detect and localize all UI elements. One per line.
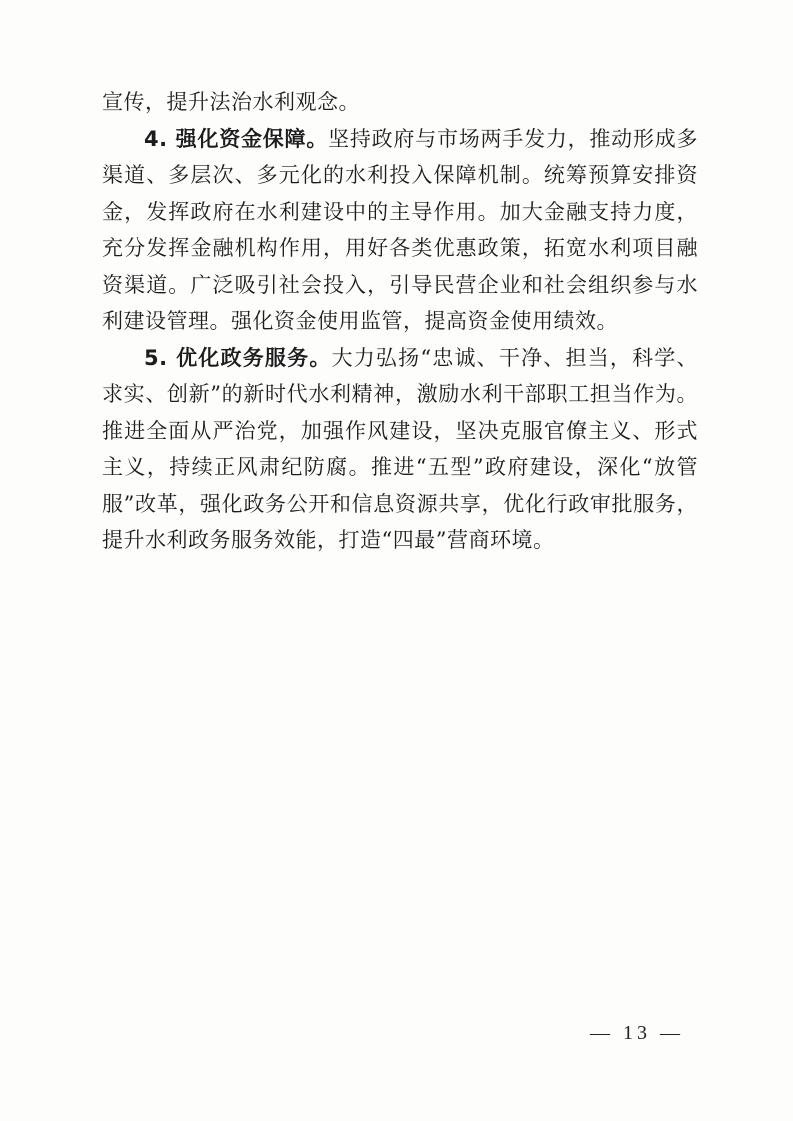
paragraph-continuation [102,84,698,121]
paragraph-text: 大力弘扬“忠诚、干净、担当，科学、求实、创新”的新时代水利精神，激励水利干部职工担当作为。推进全面从严治党，加强作风建设，坚决克服官僚主义、形式主义，持续正风肃纪防腐。推进“五型”政府建设，深化“放管服”改革，强化政务公开和信息资源共享，优化行政审批服务，提升水利政务服务效能，打造“四最”营商环境。 [102,345,699,552]
section-heading-funding: 4. 强化资金保障。 [144,126,329,151]
paragraph-text: 坚持政府与市场两手发力，推动形成多渠道、多层次、多元化的水利投入保障机制。统筹预算安排资金，发挥政府在水利建设中的主导作用。加大金融支持力度，充分发挥金融机构作用，用好各类优惠政策，拓宽水利项目融资渠道。广泛吸引社会投入，引导民营企业和社会组织参与水利建设管理。强化资金使用监管，提高资金使用绩效。 [102,126,699,333]
paragraph-text: 宣传，提升法治水利观念。 [102,90,360,114]
page-number: — 13 — [590,1022,684,1044]
paragraph-government-services [102,340,698,559]
section-heading-services: 5. 优化政务服务。 [144,345,332,370]
paragraph-funding-guarantee [102,121,698,340]
body-text [102,84,698,559]
